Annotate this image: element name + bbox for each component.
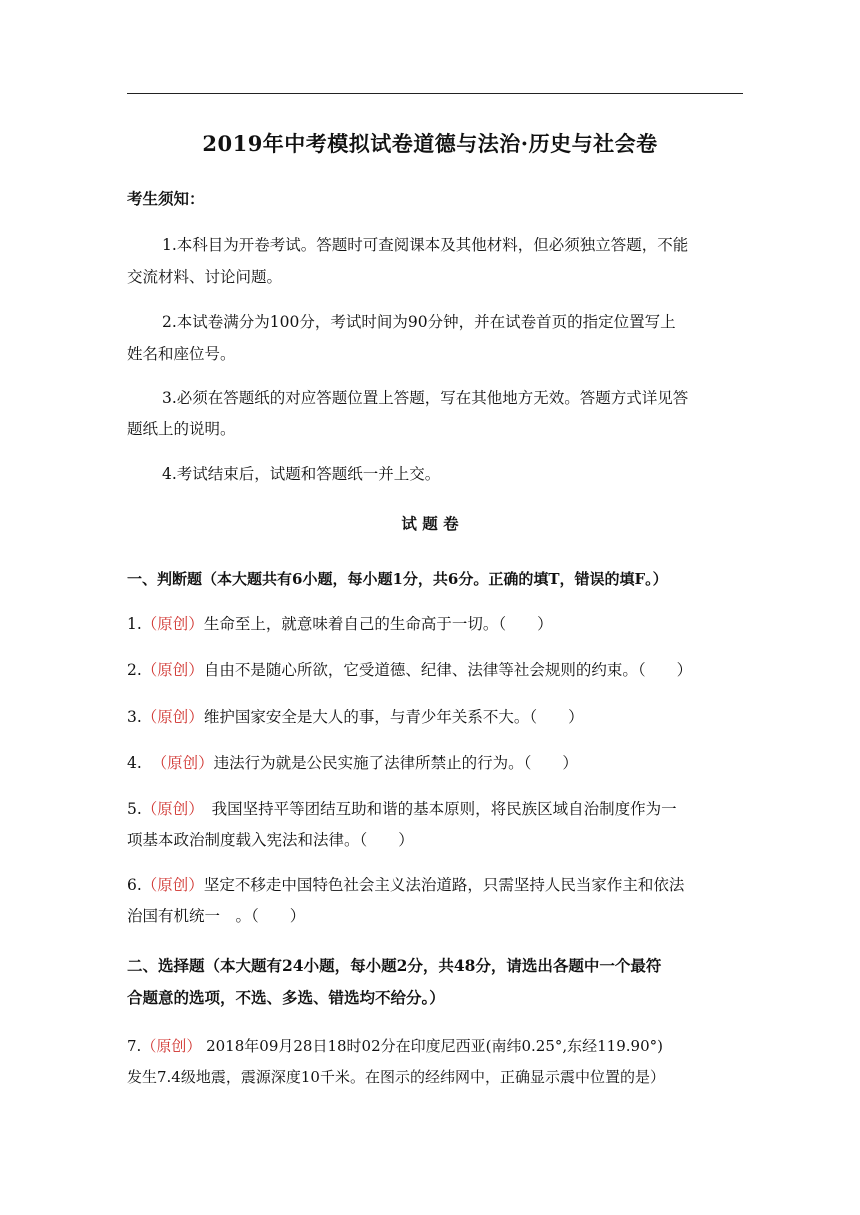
original-tag: （原创） (141, 800, 197, 818)
notice-item-2-line-1: 2.本试卷满分为100分，考试时间为90分钟，并在试卷首页的指定位置写上 (162, 313, 676, 331)
page-title: 2019年中考模拟试卷道德与法治·历史与社会卷 (202, 131, 658, 156)
question-text: 生命至上，就意味着自己的生命高于一切。（ ） (203, 615, 553, 633)
question-text: 违法行为就是公民实施了法律所禁止的行为。（ ） (213, 754, 578, 772)
question-number: 4. (127, 754, 142, 772)
question-number: 5. (127, 800, 142, 818)
section-2-heading-line-1: 二、选择题（本大题有24小题，每小题2分，共48分，请选出各题中一个最符 (127, 956, 662, 975)
question-number: 2. (127, 661, 142, 679)
question-1 (127, 612, 747, 634)
notice-item-2-line-2: 姓名和座位号。 (127, 345, 236, 363)
notice-item-3-line-2: 题纸上的说明。 (127, 420, 236, 438)
question-text: 自由不是随心所欲，它受道德、纪律、法律等社会规则的约束。（ ） (203, 661, 693, 679)
notice-item-1-line-2: 交流材料、讨论问题。 (127, 268, 283, 286)
original-tag: （原创） (141, 708, 204, 726)
notice-item-1-line-1: 1.本科目为开卷考试。答题时可查阅课本及其他材料，但必须独立答题，不能 (162, 236, 689, 254)
original-tag: （原创） (151, 754, 214, 772)
question-7-line-2: 发生7.4级地震，震源深度10千米。在图示的经纬网中，正确显示震中位置的是） (127, 1068, 665, 1086)
notice-item-4: 4.考试结束后，试题和答题纸一并上交。 (162, 465, 441, 483)
header-rule (127, 93, 743, 94)
notice-heading: 考生须知： (127, 189, 205, 208)
original-tag: （原创） (141, 1037, 202, 1055)
question-7-line-1 (127, 1035, 747, 1056)
question-number: 3. (127, 708, 142, 726)
question-number: 1. (127, 615, 142, 633)
original-tag: （原创） (141, 876, 204, 894)
question-6-line-1 (127, 873, 747, 895)
question-number: 7. (127, 1037, 142, 1055)
question-number: 6. (127, 876, 142, 894)
question-3 (127, 705, 747, 727)
question-4 (127, 751, 747, 773)
section-1-heading: 一、判断题（本大题共有6小题，每小题1分，共6分。正确的填T，错误的填F。） (127, 570, 668, 588)
paper-label: 试 题 卷 (401, 514, 459, 533)
question-2 (127, 658, 747, 680)
question-5-line-2: 项基本政治制度载入宪法和法律。（ ） (127, 831, 414, 849)
notice-item-3-line-1: 3.必须在答题纸的对应答题位置上答题，写在其他地方无效。答题方式详见答 (162, 389, 689, 407)
section-2-heading-line-2: 合题意的选项，不选、多选、错选均不给分。） (127, 988, 445, 1007)
question-text: 维护国家安全是大人的事，与青少年关系不大。（ ） (203, 708, 584, 726)
question-text: 坚定不移走中国特色社会主义法治道路，只需坚持人民当家作主和依法 (203, 876, 685, 894)
question-text: 我国坚持平等团结互助和谐的基本原则，将民族区域自治制度作为一 (196, 800, 677, 818)
question-5-line-1 (127, 797, 747, 819)
original-tag: （原创） (141, 661, 204, 679)
original-tag: （原创） (141, 615, 204, 633)
question-text: 2018年09月28日18时02分在印度尼西亚(南纬0.25°,东经119.90°) (201, 1037, 663, 1055)
question-6-line-2: 治国有机统一 。（ ） (127, 907, 306, 925)
